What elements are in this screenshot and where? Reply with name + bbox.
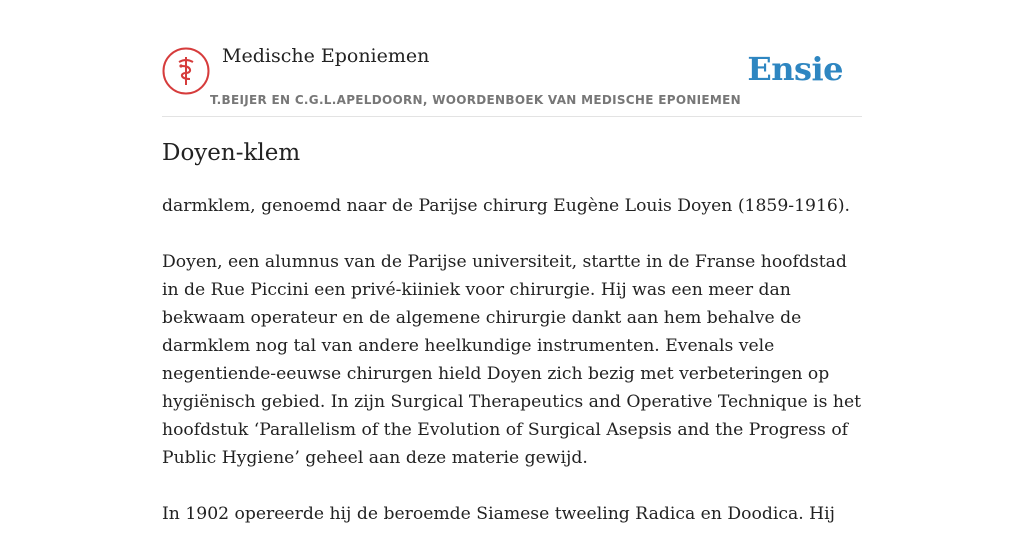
entry-paragraph-2: Doyen, een alumnus van de Parijse universiteit, startte in de Franse hoofdstad in de Rue Piccini een privé-kiiniek voor chirurgie. Hij was een meer dan bekwaam operateur en de algemene chirurgie dankt aan hem behalve de darmklem nog tal van andere heelkundige instrumenten. Evenals vele negentiende-eeuwse chirurgen hield Doyen zich bezig met verbeteringen op hygiënisch gebied. In zijn Surgical Therapeutics and Operative Technique is het hoofdstuk ‘Parallelism of the Evolution of Surgical Asepsis and the Progress of Public Hygiene’ geheel aan deze materie gewijd. — [162, 252, 862, 468]
source-title[interactable]: Medische Eponiemen — [222, 45, 430, 67]
entry-paragraph-1: darmklem, genoemd naar de Parijse chirurg Eugène Louis Doyen (1859-1916). — [162, 196, 850, 216]
entry-body — [162, 192, 862, 556]
source-subtitle[interactable]: T.BEIJER EN C.G.L.APELDOORN, WOORDENBOEK VAN MEDISCHE EPONIEMEN — [210, 93, 742, 107]
content-container — [162, 0, 862, 524]
entry-paragraph-3: In 1902 opereerde hij de beroemde Siamese tweeling Radica en Doodica. Hij — [162, 504, 835, 524]
brand-logo[interactable]: Ensie — [747, 50, 843, 88]
header — [162, 0, 862, 117]
caduceus-icon[interactable] — [162, 47, 210, 95]
entry-title: Doyen-klem — [162, 140, 301, 166]
